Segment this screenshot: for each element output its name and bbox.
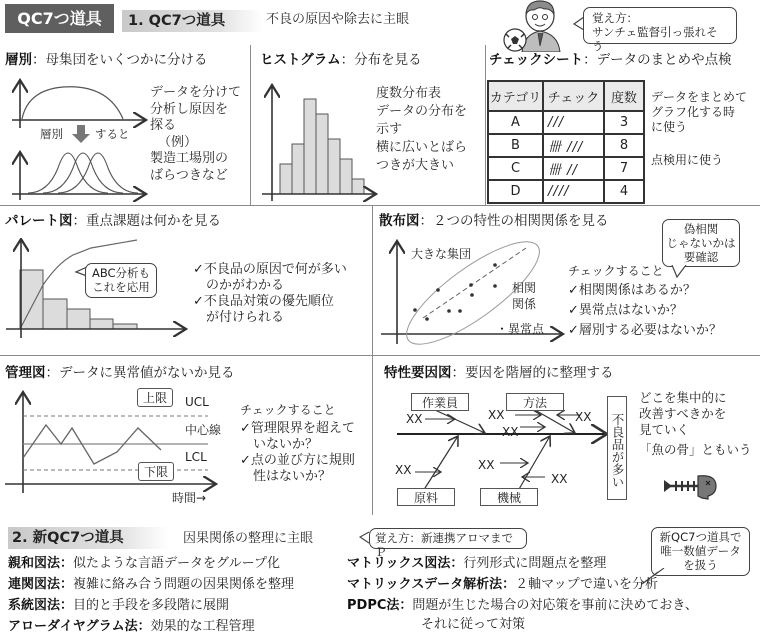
numeric-data-bubble: 新QC7つ道具で 唯一数値データ を扱う <box>651 527 750 576</box>
lcl-label: LCL <box>185 450 207 464</box>
histogram-title: ヒストグラム：分布を見る <box>260 52 422 68</box>
fishbone-effect-box: 不良品が多い <box>607 396 627 500</box>
section1-subtitle: 不良の原因や除去に主眼 <box>266 12 410 27</box>
table-row: B 卌 /// 8 <box>488 134 644 157</box>
memo-line-1: 覚え方： <box>592 11 638 25</box>
divider <box>0 205 760 206</box>
control-chart-title: 管理図：データに異常値がないか見る <box>5 365 235 381</box>
fishbone-category-material: 原料 <box>397 488 455 506</box>
pareto-title: パレート図：重点課題は何かを見る <box>5 213 221 229</box>
section2-subtitle: 因果関係の整理に主眼 <box>183 531 314 546</box>
check-sheet-desc: データをまとめて グラフ化する時 に使う <box>651 90 748 134</box>
tool-pdpc: PDPC法：問題が生じた場合の対応策を事前に決めておき、 <box>347 598 698 613</box>
fish-bone-icon <box>662 472 718 500</box>
xx-label: XX <box>395 463 412 477</box>
divider <box>0 355 760 356</box>
scatter-bullets: ✓相関関係はあるか？ ✓異常点はないか？ ✓層別する必要はないか？ <box>568 283 722 338</box>
stratify-label: 層別 <box>40 127 63 141</box>
section1-title: 1. QC7つ道具 <box>122 10 262 32</box>
logo-title: QC7つ道具 <box>5 4 114 33</box>
xx-label: XX <box>575 410 592 424</box>
tool-arrow-diagram: アローダイヤグラム法：効果的な工程管理 <box>8 619 255 634</box>
section2-title: 2. 新QC7つ道具 <box>8 527 168 549</box>
xx-label: XX <box>406 412 423 426</box>
check-sheet-table <box>487 80 645 204</box>
check-sheet-desc2: 点検用に使う <box>651 153 724 167</box>
lower-limit-box: 下限 <box>138 462 174 481</box>
tool-pdpc-cont: それに従って対策 <box>421 617 526 632</box>
tool-tree: 系統図法：目的と手段を多段階に展開 <box>8 598 230 613</box>
stratification-desc: データを分けて 分析し原因を 探る （例） 製造工場別の ばらつきなど <box>150 85 242 183</box>
scatter-title: 散布図：２つの特性の相関関係を見る <box>379 213 609 229</box>
divider <box>372 205 373 515</box>
fishbone-category-worker: 作業員 <box>411 393 469 411</box>
xx-label: XX <box>478 458 495 472</box>
divider <box>485 45 486 205</box>
upper-limit-box: 上限 <box>137 388 173 407</box>
xx-label: XX <box>488 408 505 422</box>
check-sheet-title: チェックシート：データのまとめや点検 <box>489 52 732 68</box>
pareto-bullets: ✓不良品の原因で何が多い のかがわかる ✓不良品対策の優先順位 が付けられる <box>193 262 347 325</box>
tool-matrix-data: マトリックスデータ解析法：２軸マップで違いを分析 <box>347 577 658 592</box>
false-correlation-bubble: 偽相関 じゃないかは 要確認 <box>662 219 740 267</box>
table-row: A /// 3 <box>488 111 644 134</box>
tool-affinity: 親和図法：似たような言語データをグループ化 <box>8 556 280 571</box>
tool-matrix: マトリックス図法：行列形式に問題点を整理 <box>347 556 607 571</box>
fishbone-title: 特性要因図：要因を階層的に整理する <box>384 365 614 381</box>
fishbone-category-machine: 機械 <box>480 488 538 506</box>
xx-label: XX <box>502 425 519 439</box>
scatter-label-outlier: ・異常点 <box>496 322 545 336</box>
table-row: D //// 4 <box>488 180 644 203</box>
memo-bubble-2: 覚え方：新連携アロマまでＰ <box>369 528 527 549</box>
scatter-label-group: 大きな集団 <box>411 247 472 261</box>
divider <box>250 45 251 205</box>
center-line-label: 中心線 <box>185 423 222 437</box>
control-check-title: チェックすること <box>240 403 336 417</box>
scatter-label-correlation: 相関 関係 <box>512 281 537 311</box>
coach-with-soccer-ball-icon <box>500 0 580 52</box>
table-header: カテゴリ チェック 度数 <box>488 81 644 111</box>
xx-label: XX <box>551 472 568 486</box>
ucl-label: UCL <box>185 395 209 409</box>
fishbone-category-method: 方法 <box>506 393 564 411</box>
stratify-label: すると <box>95 127 130 141</box>
histogram-chart <box>258 83 378 203</box>
scatter-check-title: チェックすること <box>568 264 664 278</box>
abc-analysis-bubble: ABC分析も これを応用 <box>85 263 157 298</box>
stratification-title: 層別：母集団をいくつかに分ける <box>5 52 208 68</box>
fishbone-desc: どこを集中的に 改善すべきかを 見ていく 「魚の骨」ともいう <box>639 390 752 457</box>
table-row: C 卌 // 7 <box>488 157 644 180</box>
control-bullets: ✓管理限界を超えて いないか？ ✓点の並び方に規則 性はないか？ <box>240 421 355 484</box>
tool-relations: 連関図法：複雑に絡み合う問題の因果関係を整理 <box>8 577 295 592</box>
histogram-desc: 度数分布表 データの分布を 示す 横に広いとばら つきが大きい <box>376 86 468 173</box>
memo-bubble <box>583 7 737 53</box>
time-label: 時間→ <box>172 491 207 505</box>
bubble-tail <box>670 265 690 279</box>
memo-line-2: サンチェ監督引っ張れそう <box>592 25 718 53</box>
